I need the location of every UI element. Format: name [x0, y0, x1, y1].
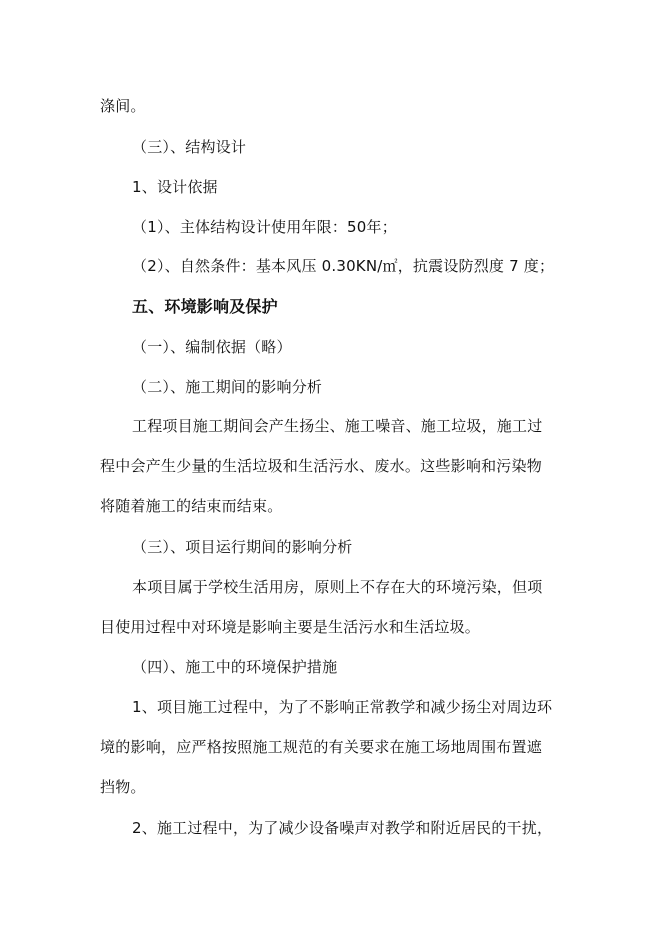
paragraph-line: 本项目属于学校生活用房，原则上不存在大的环境污染，但项 [132, 578, 543, 596]
text-line: 涤间。 [100, 97, 146, 115]
subsection-heading: （三）、结构设计 [132, 138, 247, 156]
paragraph-line: 目使用过程中对环境是影响主要是生活污水和生活垃圾。 [100, 618, 481, 636]
section-heading: 五、环境影响及保护 [132, 297, 278, 316]
subsection-heading: （二）、施工期间的影响分析 [132, 378, 323, 396]
paragraph-line: 挡物。 [100, 778, 146, 796]
subsection-heading: （三）、项目运行期间的影响分析 [132, 538, 353, 556]
subsection-heading: （一）、编制依据（略） [132, 338, 292, 356]
list-item: （1）、主体结构设计使用年限：50年； [132, 218, 397, 236]
paragraph-line: 工程项目施工期间会产生扬尘、施工噪音、施工垃圾，施工过 [132, 417, 543, 435]
list-heading: 1、设计依据 [132, 178, 218, 196]
paragraph-line: 境的影响，应严格按照施工规范的有关要求在施工场地周围布置遮 [100, 738, 542, 756]
list-item: （2）、自然条件：基本风压 0.30KN/㎡，抗震设防烈度 7 度； [132, 257, 555, 275]
paragraph-line: 2、施工过程中，为了减少设备噪声对教学和附近居民的干扰， [132, 819, 553, 837]
paragraph-line: 程中会产生少量的生活垃圾和生活污水、废水。这些影响和污染物 [100, 457, 542, 475]
subsection-heading: （四）、施工中的环境保护措施 [132, 658, 338, 676]
paragraph-line: 将随着施工的结束而结束。 [100, 497, 283, 515]
paragraph-line: 1、项目施工过程中，为了不影响正常教学和减少扬尘对周边环 [132, 698, 553, 716]
